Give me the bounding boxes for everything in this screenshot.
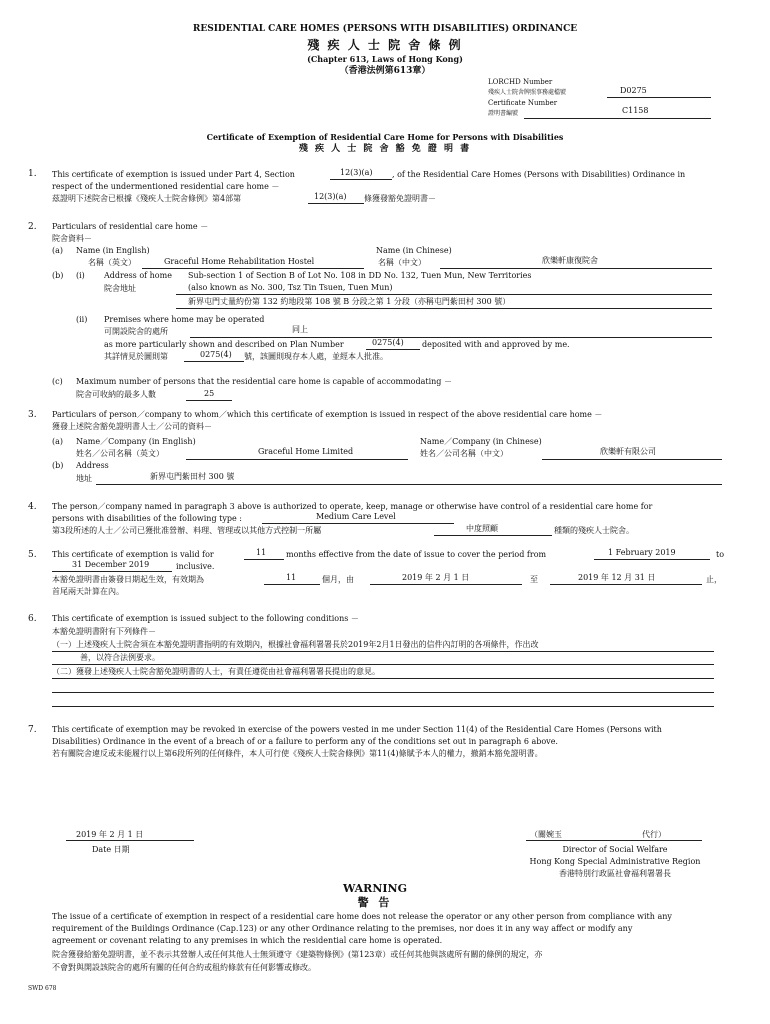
s5-text-zh-c: 止， [706,575,722,584]
section-1-number: 1. [28,169,37,179]
signer-name: （關婉玉 [530,830,562,839]
section-7-number: 7. [28,725,37,735]
home-address-label-en: Address of home [104,271,172,280]
s3-b-label: (b) [52,461,64,470]
home-type-value: Medium Care Level [316,512,396,521]
validity-to-zh: 2019 年 12 月 31 日 [578,573,656,582]
warning-title-zh: 警 告 [357,896,393,909]
s4-text-zh-a: 第3段所述的人士／公司已獲批准營辦、料理、管理或以其他方式控制一所屬 [52,526,322,535]
plan-number-zh: 0275(4) [200,350,232,359]
home-name-zh-value: 欣樂軒康復院舍 [542,256,598,265]
cert-label-zh: 證明書編號 [488,110,519,117]
s3-heading-en: Particulars of person／company to whom／which this certificate of exemption is issued in respect of the above residential care home － [52,410,603,419]
plan-text-zh-b: 號，該圖則現存本人處，並經本人批准。 [244,352,388,361]
validity-months: 11 [256,548,267,557]
s5-text-zh-d: 首尾兩天計算在內。 [52,587,124,596]
s2-b-label: (b) [52,271,64,280]
issue-date-value: 2019 年 2 月 1 日 [76,830,144,839]
section-3-number: 3. [28,410,37,420]
validity-months-zh: 11 [286,573,297,582]
section-2-number: 2. [28,222,37,232]
s5-text-c: inclusive. [176,562,215,571]
operator-address-label-zh: 地址 [76,474,92,483]
s4-text-a: The person／company named in paragraph 3 above is authorized to operate, keep, manage or otherwise have control of a residential care home for [52,502,653,511]
warning-en-line-2: requirement of the Buildings Ordinance (Cap.123) or any other Ordinance relating to the premises, nor does it in any way affect or modify any [52,924,633,933]
operator-name-en-label: Name／Company (in English) [76,437,196,446]
condition-1-line-a: （一）上述殘疾人士院舍須在本豁免證明書指明的有效期內，根據社會福利署署長於2019年2月1日發出的信件內訂明的各項條件，作出改 [52,640,539,649]
director-title-zh: 香港特別行政區社會福利署署長 [559,869,671,878]
home-name-zh-label: Name (in Chinese) [376,246,452,255]
ordinance-title-en: RESIDENTIAL CARE HOMES (PERSONS WITH DISABILITIES) ORDINANCE [192,24,578,34]
warning-zh-line-2: 不會對與開設該院舍的處所有關的任何合約或租約條款有任何影響或修改。 [52,963,316,972]
certificate-number: C1158 [622,106,649,115]
s5-text-b: months effective from the date of issue to cover the period from [286,550,547,559]
s1-section-value-zh: 12(3)(a) [314,192,347,201]
warning-en-line-3: agreement or covenant relating to any premises in which the residential care home is operated. [52,936,443,945]
validity-to: 31 December 2019 [72,560,150,569]
signer-on-behalf: 代行） [642,830,666,839]
plan-text-zh-a: 其詳情見於圖則第 [104,352,168,361]
director-title-en: Director of Social Welfare [562,845,668,854]
s5-text-zh-b: 個月，由 [322,575,354,584]
s1-section-value: 12(3)(a) [340,168,373,177]
s4-text-zh-b: 種類的殘疾人士院舍。 [554,526,634,535]
validity-from-zh: 2019 年 2 月 1 日 [402,573,470,582]
s1-text-zh-b: 條獲發豁免證明書－ [364,194,436,203]
s7-text-zh: 若有關院舍違反或未能履行以上第6段所列的任何條件，本人可行使《殘疾人士院舍條例》第11(4)條賦予本人的權力，撤銷本豁免證明書。 [52,749,543,758]
home-address-label-zh: 院舍地址 [104,284,136,293]
issue-date-label: Date 日期 [92,845,130,854]
home-name-en-label: Name (in English) [76,246,150,255]
s2-heading-en: Particulars of residential care home － [52,222,209,231]
certificate-title-en: Certificate of Exemption of Residential Care Home for Persons with Disabilities [206,132,564,142]
operator-name-zh-label: Name／Company (in Chinese) [420,437,542,446]
max-persons-value: 25 [204,389,215,398]
certificate-title-zh: 殘 疾 人 士 院 舍 豁 免 證 明 書 [298,144,472,154]
premises-label-en: Premises where home may be operated [104,315,265,324]
premises-value: 同上 [292,325,308,334]
chapter-en: (Chapter 613, Laws of Hong Kong) [307,54,463,64]
lorchd-label-zh: 殘疾人士院舍牌照事務處檔號 [488,89,567,96]
operator-name-zh-label-zh: 姓名／公司名稱（中文） [420,449,508,458]
s2-c-label: (c) [52,377,63,386]
s7-text-a: This certificate of exemption may be revoked in exercise of the powers vested in me under Section 11(4) of the Residential Care Homes (Persons with [52,725,662,734]
premises-label-zh: 可開設院舍的處所 [104,327,168,336]
condition-1-line-b: 善，以符合法例要求。 [80,653,160,662]
operator-name-en-value: Graceful Home Limited [258,447,354,456]
s1-text-b: , of the Residential Care Homes (Persons with Disabilities) Ordinance in [392,170,686,179]
home-address-line-3: 新界屯門丈量約份第 132 約地段第 108 號 B 分段之第 1 分段（亦稱屯門紫田村 300 號） [188,297,511,306]
home-name-en-value: Graceful Home Rehabilitation Hostel [164,257,315,266]
s5-text-a: This certificate of exemption is valid for [52,550,214,559]
director-region-en: Hong Kong Special Administrative Region [529,857,701,866]
operator-address-value: 新界屯門紫田村 300 號 [150,472,235,481]
s3-heading-zh: 獲發上述院舍豁免證明書人士／公司的資料－ [52,422,212,431]
max-persons-label-en: Maximum number of persons that the residential care home is capable of accommodating － [76,377,452,386]
form-code: SWD 678 [28,985,57,992]
home-address-line-1: Sub-section 1 of Section B of Lot No. 108 in DD No. 132, Tuen Mun, New Territories [188,271,532,280]
operator-name-en-label-zh: 姓名／公司名稱（英文） [76,449,164,458]
s2-a-label: (a) [52,246,64,255]
section-6-number: 6. [28,614,37,624]
chapter-zh: （香港法例第613章） [339,66,431,76]
s1-text-zh-a: 茲證明下述院舍已根據《殘疾人士院舍條例》第4部第 [52,194,242,203]
section-4-number: 4. [28,502,37,512]
s7-text-b: Disabilities) Ordinance in the event of a breach of or a failure to perform any of the conditions set out in paragraph 6 above. [52,737,558,746]
s5-to-label: to [716,550,725,559]
home-name-zh-label-zh: 名稱（中文） [378,258,426,267]
s4-text-b: persons with disabilities of the following type : [52,514,242,523]
validity-from: 1 February 2019 [608,548,676,557]
lorchd-label-en: LORCHD Number [488,78,553,86]
s3-a-label: (a) [52,437,64,446]
cert-label-en: Certificate Number [488,99,558,107]
plan-text-a: as more particularly shown and described on Plan Number [104,340,344,349]
s1-text-a: This certificate of exemption is issued under Part 4, Section [52,170,295,179]
warning-en-line-1: The issue of a certificate of exemption in respect of a residential care home does not release the operator or any other person from compliance with any [52,912,672,921]
s6-heading-zh: 本豁免證明書附有下列條件－ [52,627,156,636]
lorchd-number: D0275 [620,86,647,95]
warning-zh-line-1: 院舍獲發給豁免證明書，並不表示其營辦人或任何其他人士無須遵守《建築物條例》(第123章）或任何其他與該處所有關的條例的規定，亦 [52,950,543,959]
ordinance-title-zh: 殘 疾 人 士 院 舍 條 例 [307,38,463,52]
s2-b-ii-label: (ii) [76,315,88,324]
s2-heading-zh: 院舍資料－ [52,234,92,243]
plan-text-b: deposited with and approved by me. [422,340,570,349]
home-address-line-2: (also known as No. 300, Tsz Tin Tsuen, Tuen Mun) [188,283,393,292]
s2-b-i-label: (i) [76,271,85,280]
plan-number: 0275(4) [372,338,404,347]
s6-heading-en: This certificate of exemption is issued subject to the following conditions － [52,614,359,623]
operator-address-label-en: Address [76,461,109,470]
section-5-number: 5. [28,550,37,560]
s5-to-label-zh: 至 [530,575,538,584]
s1-text-c: respect of the undermentioned residential care home － [52,182,280,191]
s5-text-zh-a: 本豁免證明書由簽發日期起生效，有效期為 [52,575,204,584]
home-name-en-label-zh: 名稱（英文） [88,258,136,267]
condition-2: （二）獲發上述殘疾人士院舍豁免證明書的人士，有責任遵從由社會福利署署長提出的意見。 [52,667,380,676]
warning-title-en: WARNING [343,882,407,895]
home-type-value-zh: 中度照顧 [466,524,498,533]
max-persons-label-zh: 院舍可收納的最多人數 [76,390,156,399]
operator-name-zh-value: 欣樂軒有限公司 [600,447,656,456]
